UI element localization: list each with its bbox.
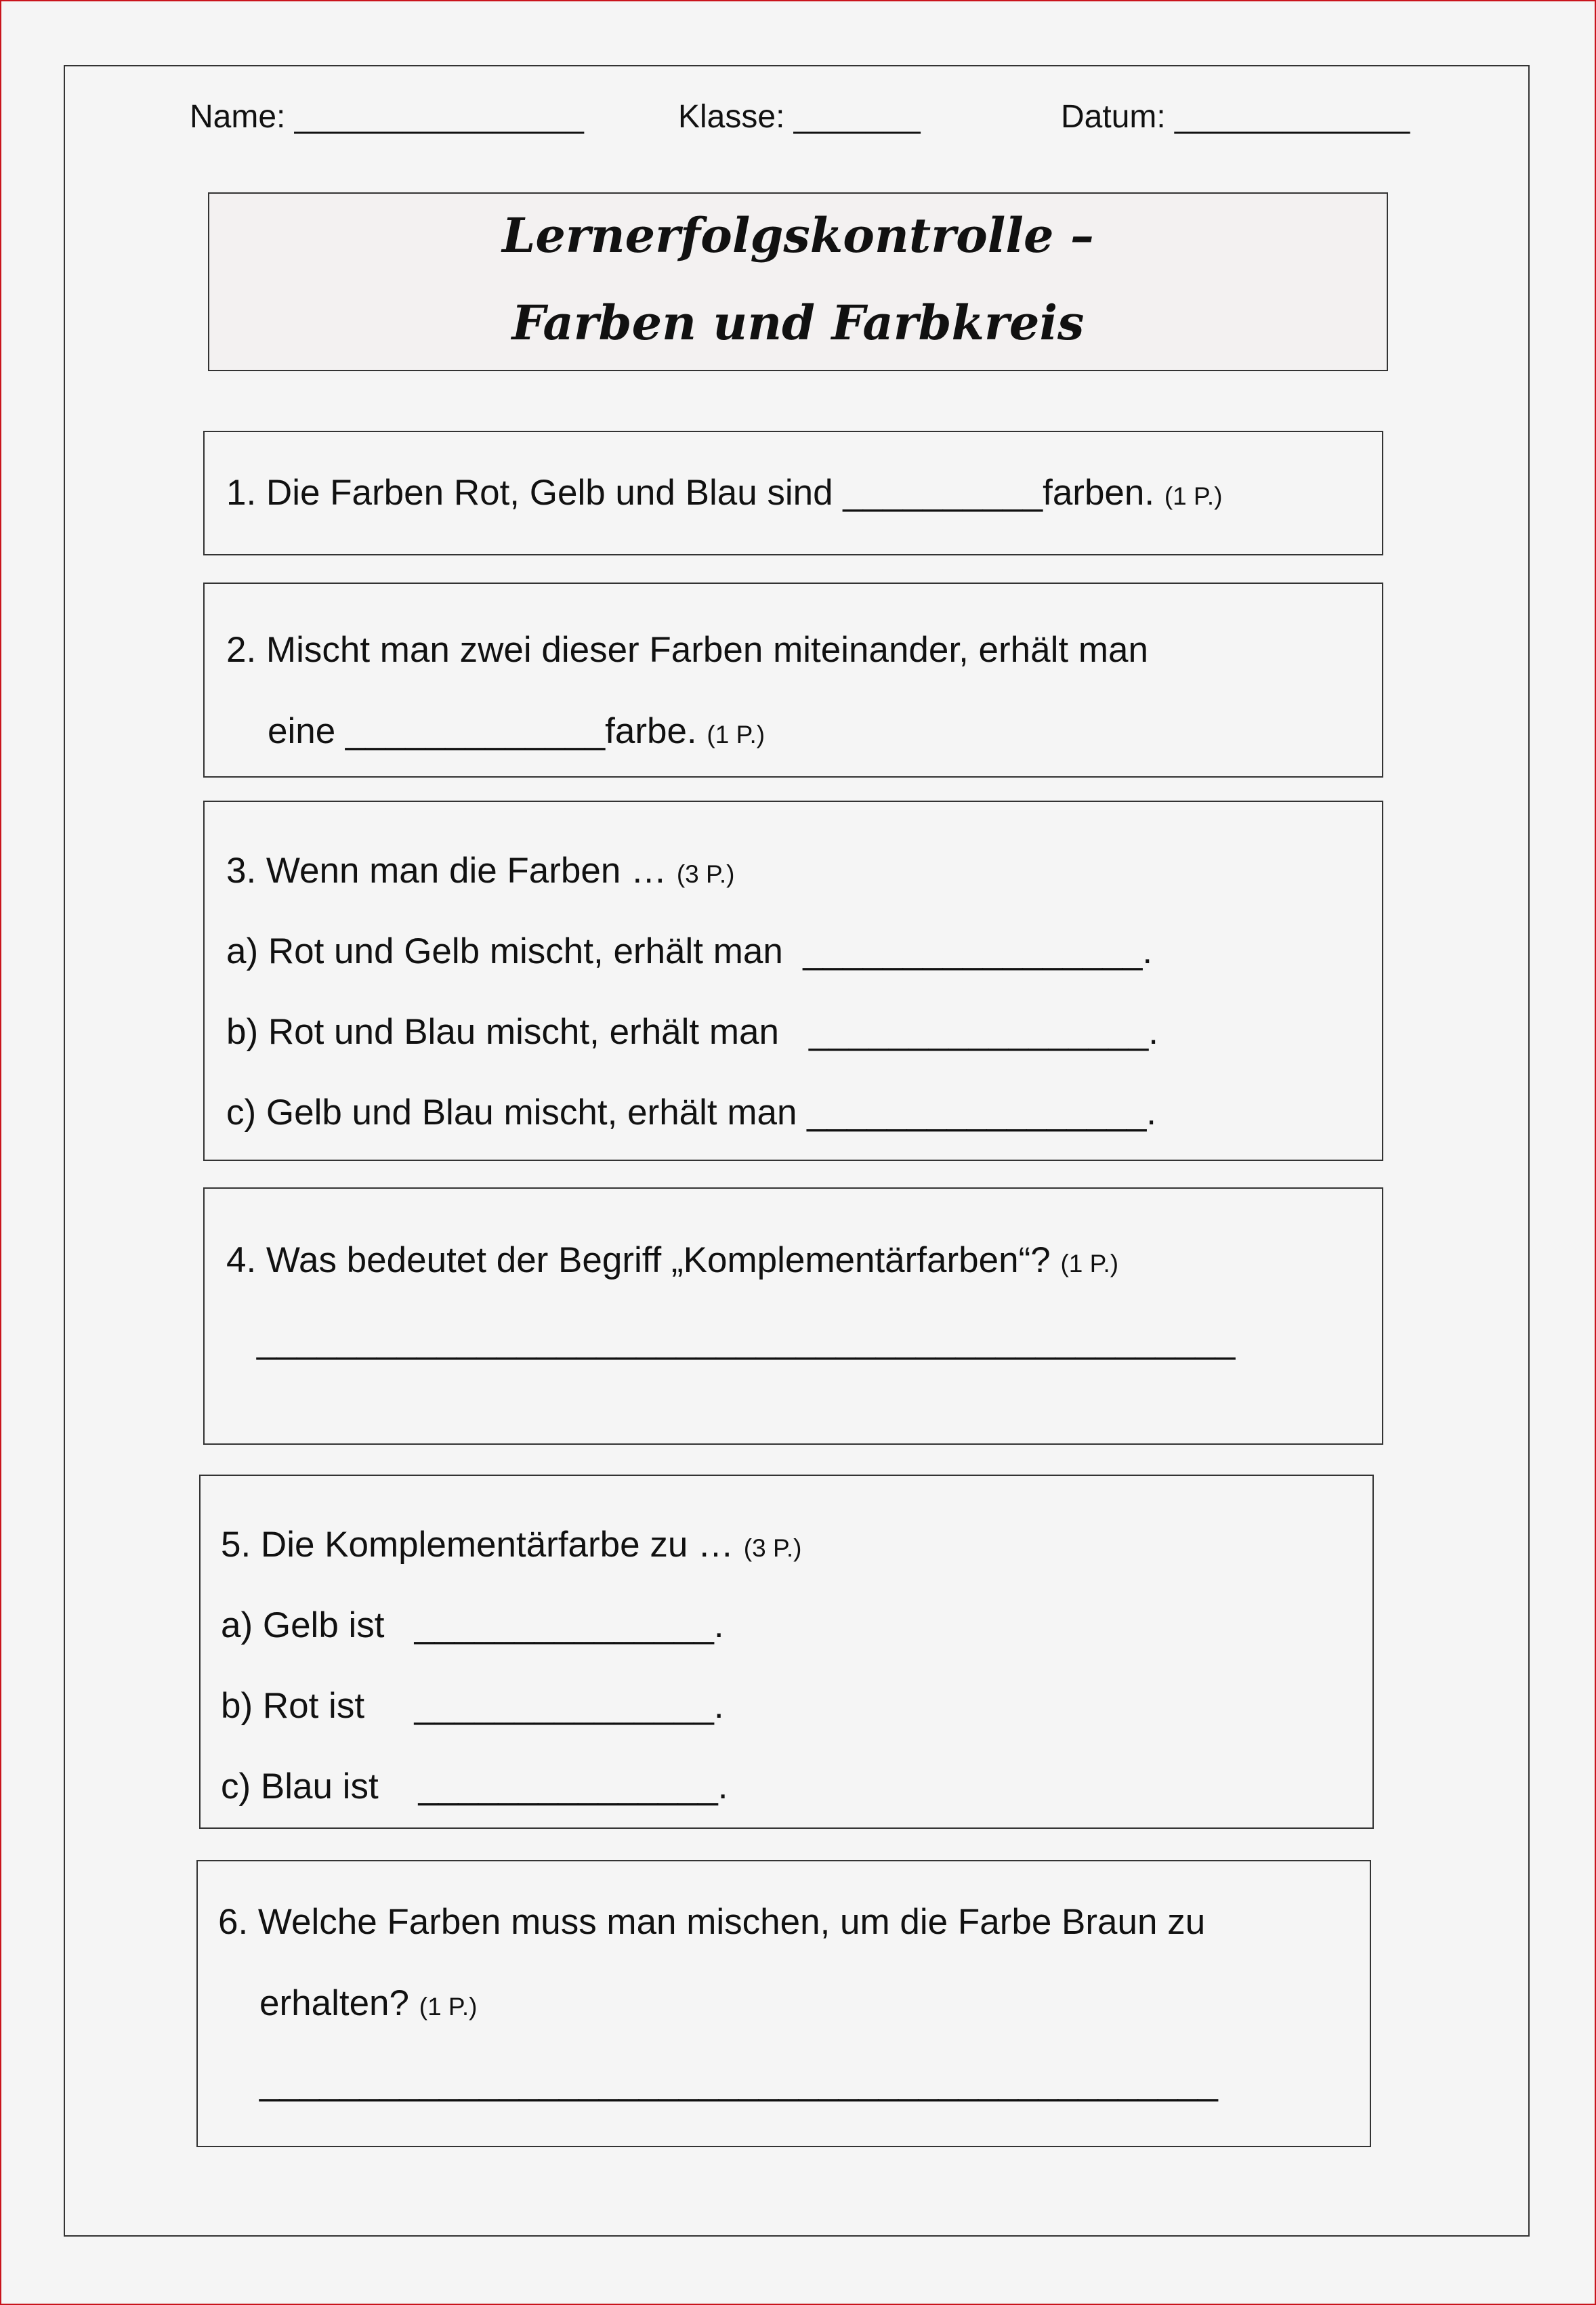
- question-3-item-c[interactable]: c) Gelb und Blau mischt, erhält man _________________.: [226, 1093, 1157, 1133]
- question-6-line-2: erhalten? (1 P.): [259, 1983, 478, 2023]
- question-1-box: [203, 431, 1383, 555]
- question-5-intro: 5. Die Komplementärfarbe zu … (3 P.): [221, 1525, 802, 1565]
- question-1-text[interactable]: 1. Die Farben Rot, Gelb und Blau sind __________farben. (1 P.): [226, 473, 1223, 513]
- question-3-intro: 3. Wenn man die Farben … (3 P.): [226, 851, 735, 891]
- question-5-item-a[interactable]: a) Gelb ist _______________.: [221, 1605, 724, 1645]
- question-5-item-b[interactable]: b) Rot ist _______________.: [221, 1686, 724, 1726]
- question-2-line-1: 2. Mischt man zwei dieser Farben miteinander, erhält man: [226, 630, 1148, 670]
- question-6-box: [196, 1860, 1371, 2147]
- title-box: [208, 192, 1388, 371]
- question-4-answer-line[interactable]: _________________________________________________: [257, 1321, 1236, 1361]
- points-label: (1 P.): [1164, 482, 1223, 510]
- class-field[interactable]: Klasse: _______: [678, 99, 921, 135]
- question-2-line-2[interactable]: eine _____________farbe. (1 P.): [268, 711, 765, 751]
- title-line-2: Farben und Farbkreis: [511, 295, 1085, 351]
- question-3-item-b[interactable]: b) Rot und Blau mischt, erhält man _________________.: [226, 1012, 1158, 1052]
- question-4-box: [203, 1187, 1383, 1445]
- question-3-item-a[interactable]: a) Rot und Gelb mischt, erhält man _________________.: [226, 931, 1153, 971]
- name-field[interactable]: Name: ________________: [190, 99, 584, 135]
- question-5-box: [199, 1475, 1374, 1829]
- points-label: (3 P.): [676, 860, 735, 888]
- question-5-item-c[interactable]: c) Blau ist _______________.: [221, 1767, 728, 1806]
- question-3-box: [203, 801, 1383, 1161]
- question-6-answer-line[interactable]: ________________________________________________: [259, 2063, 1218, 2102]
- title-line-1: Lernerfolgskontrolle –: [502, 207, 1094, 263]
- question-6-line-1: 6. Welche Farben muss man mischen, um die Farbe Braun zu: [218, 1902, 1206, 1942]
- points-label: (1 P.): [707, 721, 765, 748]
- date-field[interactable]: Datum: _____________: [1061, 99, 1410, 135]
- points-label: (1 P.): [419, 1993, 478, 2021]
- question-4-text: 4. Was bedeutet der Begriff „Komplementärfarben“? (1 P.): [226, 1240, 1119, 1280]
- points-label: (1 P.): [1060, 1250, 1119, 1277]
- points-label: (3 P.): [743, 1534, 802, 1562]
- question-2-box: [203, 583, 1383, 778]
